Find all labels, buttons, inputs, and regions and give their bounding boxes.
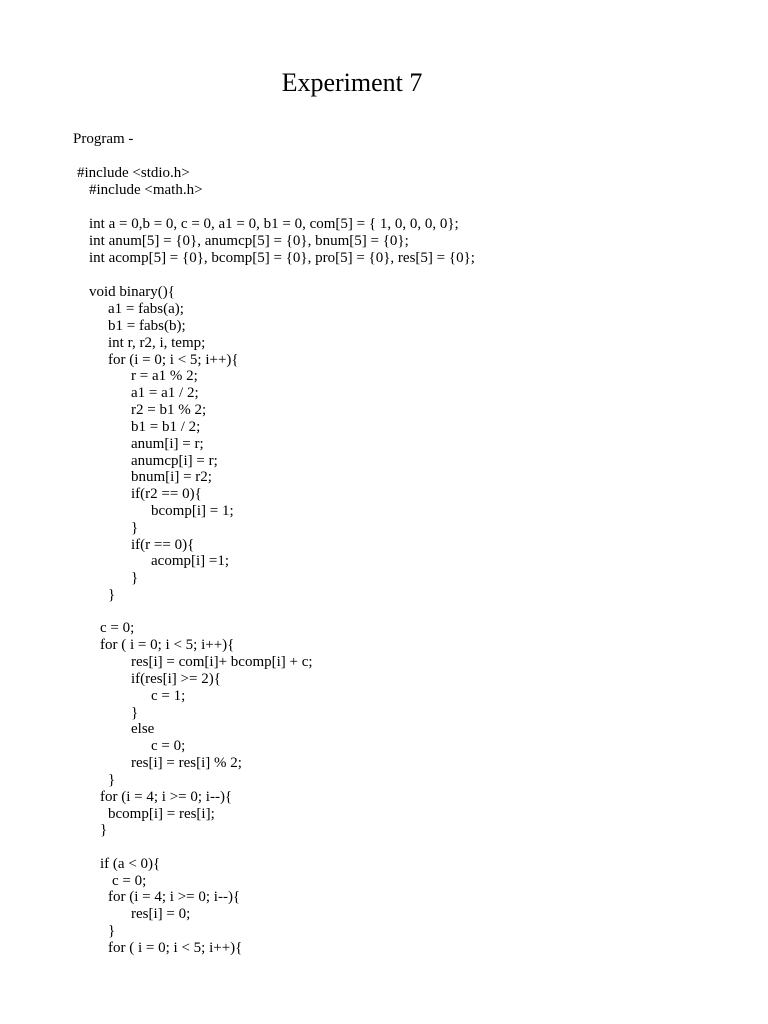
code-line: a1 = fabs(a); [108,301,184,317]
code-line: } [108,772,116,788]
code-line: int r, r2, i, temp; [108,335,206,351]
code-line: c = 0; [100,620,135,636]
code-line: a1 = a1 / 2; [131,385,199,401]
code-line: } [131,570,139,586]
code-line: for (i = 4; i >= 0; i--){ [100,789,233,805]
code-line: acomp[i] =1; [151,553,230,569]
code-line: for ( i = 0; i < 5; i++){ [100,637,235,653]
code-line: if(res[i] >= 2){ [131,671,221,687]
code-line: } [108,587,116,603]
code-line: r2 = b1 % 2; [131,402,207,418]
code-line: bcomp[i] = 1; [151,503,234,519]
code-line: int a = 0,b = 0, c = 0, a1 = 0, b1 = 0, com[5] = { 1, 0, 0, 0, 0}; [89,216,459,232]
code-line: c = 0; [112,873,147,889]
code-line: } [100,822,108,838]
code-line: #include <math.h> [89,182,203,198]
code-line: anumcp[i] = r; [131,453,218,469]
code-line: for ( i = 0; i < 5; i++){ [108,940,243,956]
code-line: void binary(){ [89,284,175,300]
code-line: c = 1; [151,688,186,704]
code-line: res[i] = res[i] % 2; [131,755,242,771]
code-line: #include <stdio.h> [77,165,190,181]
code-line: int acomp[5] = {0}, bcomp[5] = {0}, pro[5] = {0}, res[5] = {0}; [89,250,475,266]
section-label: Program - [73,131,134,147]
code-line: if(r2 == 0){ [131,486,202,502]
code-line: } [131,520,139,536]
code-line: r = a1 % 2; [131,368,198,384]
code-line: else [131,721,155,737]
page-title: Experiment 7 [281,68,423,97]
code-line: anum[i] = r; [131,436,204,452]
code-line: for (i = 4; i >= 0; i--){ [108,889,241,905]
code-line: c = 0; [151,738,186,754]
code-line: bnum[i] = r2; [131,469,212,485]
code-line: if (a < 0){ [100,856,161,872]
code-line: b1 = fabs(b); [108,318,186,334]
code-line: } [108,923,116,939]
code-line: for (i = 0; i < 5; i++){ [108,352,239,368]
code-line: if(r == 0){ [131,537,195,553]
code-line: } [131,705,139,721]
code-line: res[i] = com[i]+ bcomp[i] + c; [131,654,313,670]
code-line: int anum[5] = {0}, anumcp[5] = {0}, bnum[5] = {0}; [89,233,409,249]
code-line: bcomp[i] = res[i]; [108,806,215,822]
code-line: res[i] = 0; [131,906,191,922]
code-line: b1 = b1 / 2; [131,419,201,435]
